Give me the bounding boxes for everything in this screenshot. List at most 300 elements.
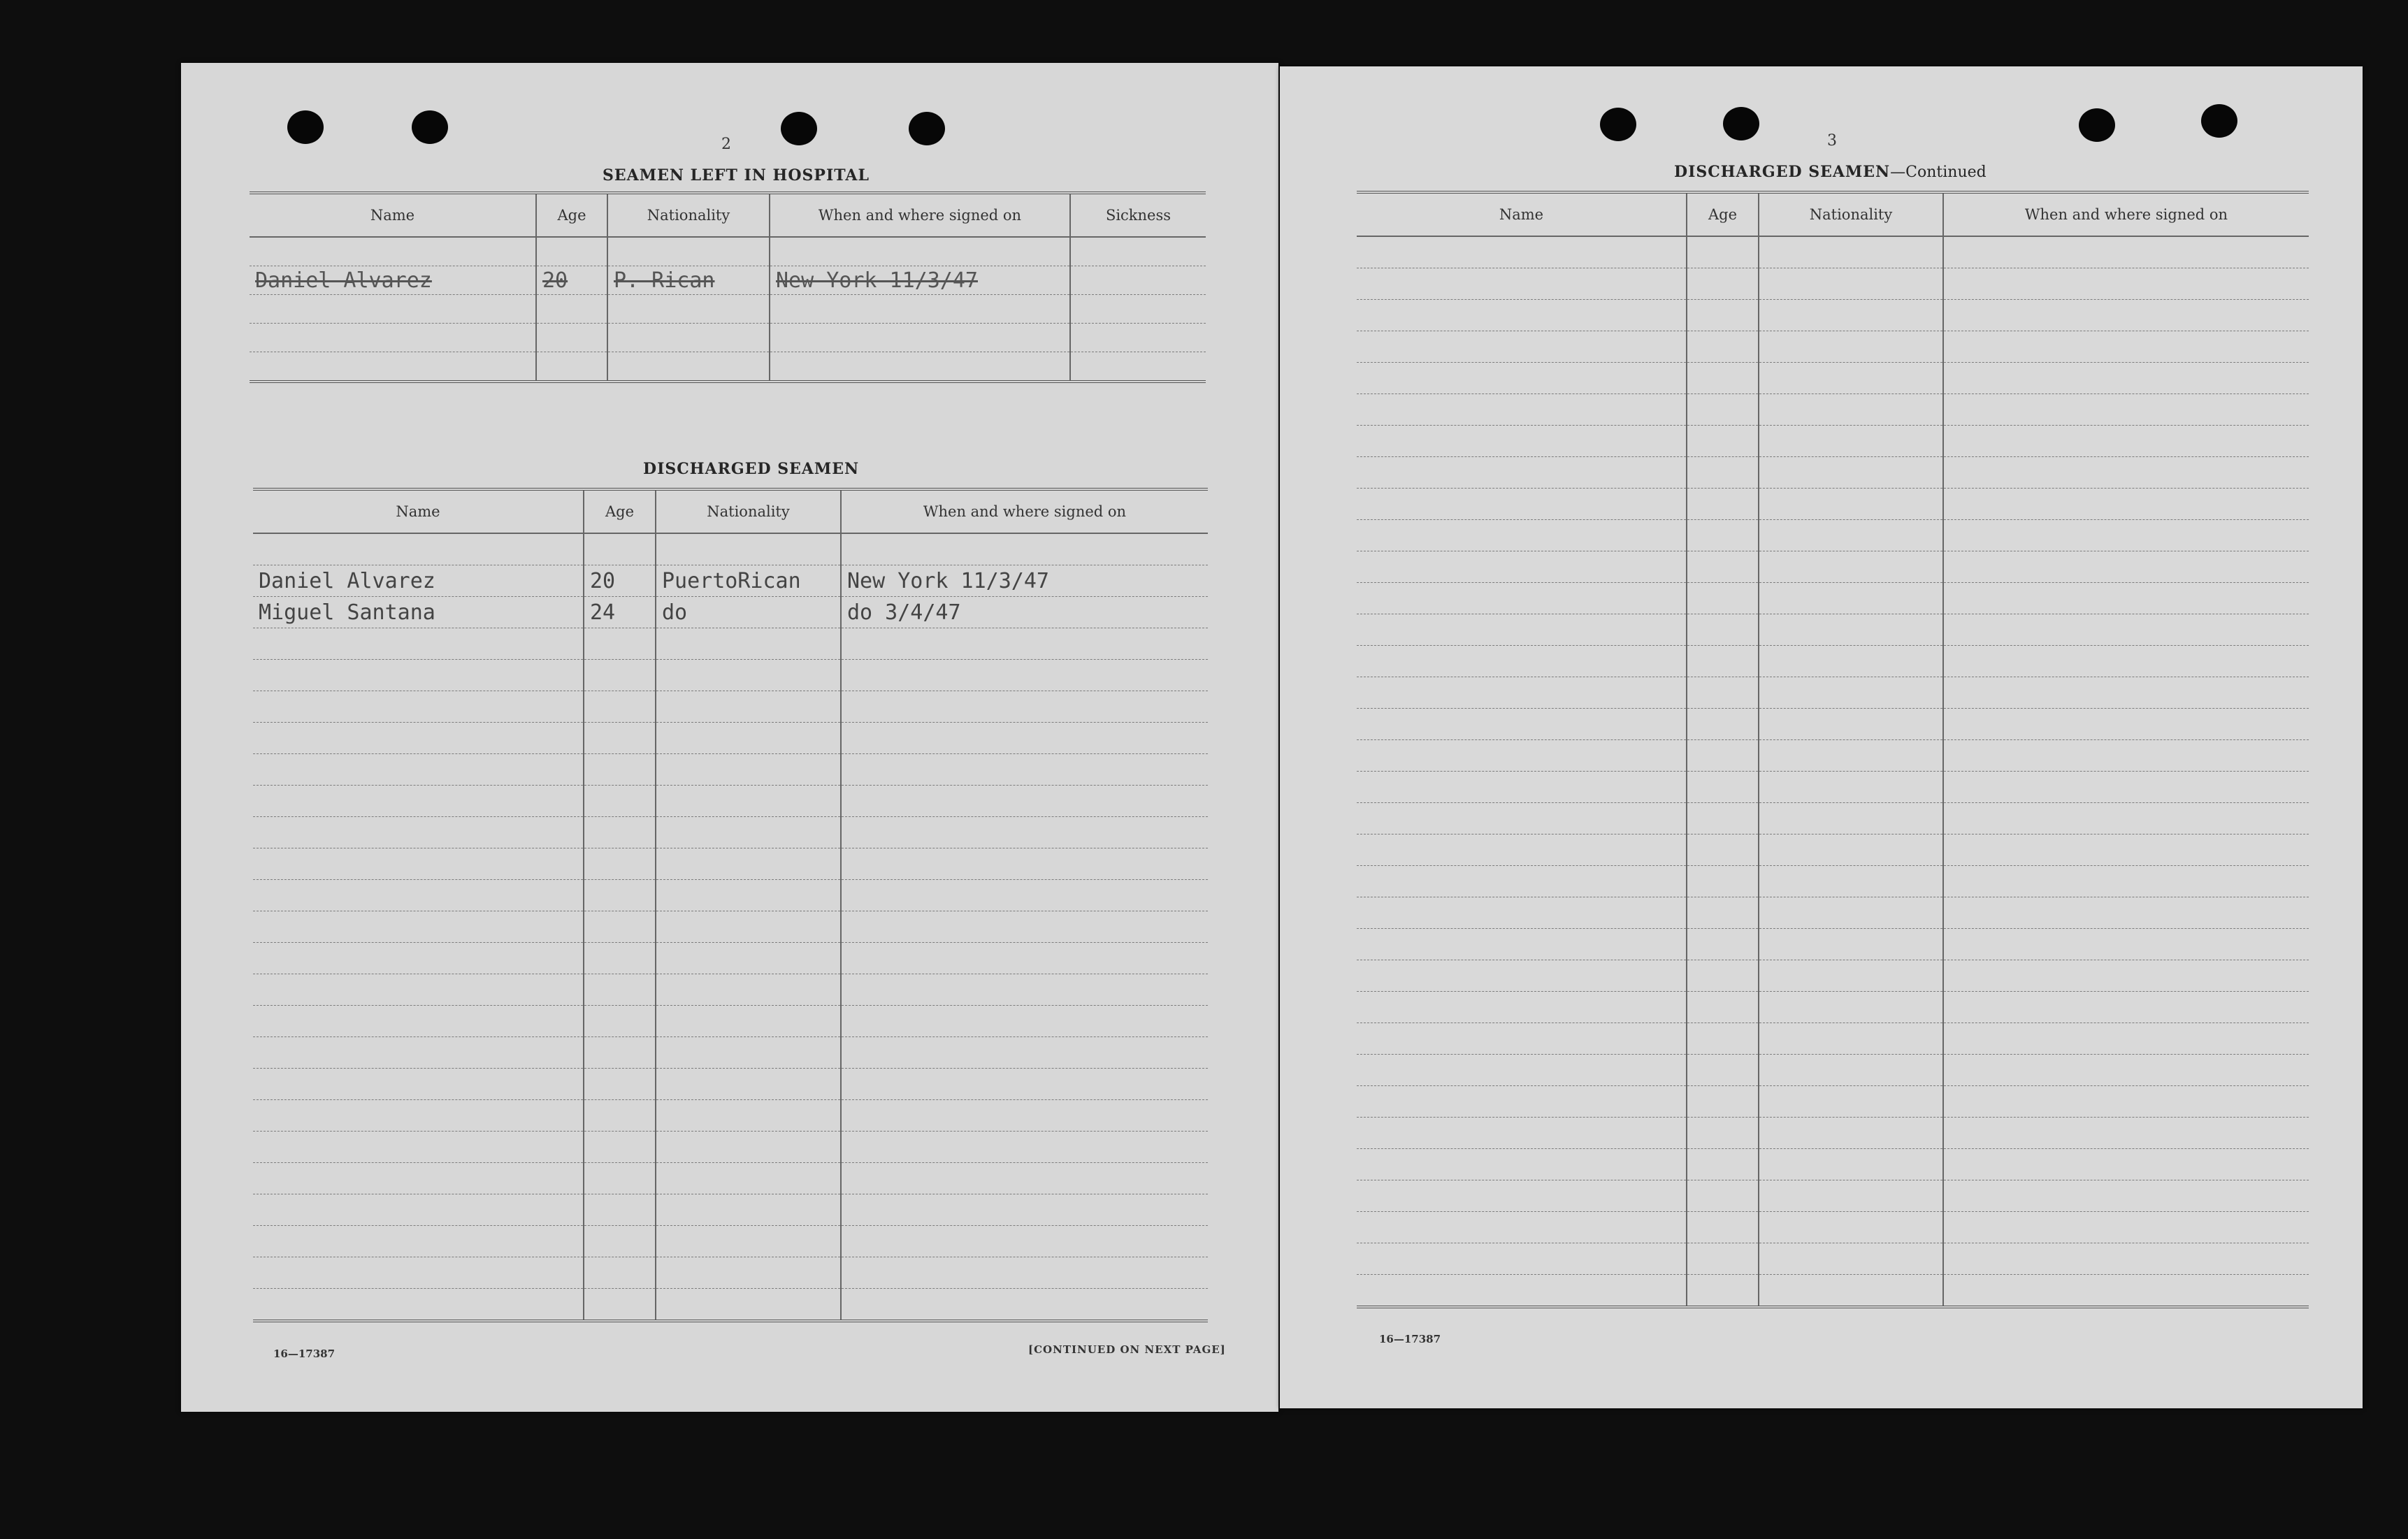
- table-row: [1357, 236, 2309, 268]
- table-cell: [841, 533, 1208, 565]
- table-cell: [253, 660, 584, 691]
- table-cell: [1687, 614, 1759, 646]
- section-title-text: DISCHARGED SEAMEN: [1674, 163, 1891, 181]
- table-cell: [253, 786, 584, 817]
- discharged-section-title: DISCHARGED SEAMEN: [643, 460, 860, 478]
- table-cell: [1759, 268, 1943, 300]
- table-cell: [1943, 614, 2309, 646]
- table-cell: [1687, 1180, 1759, 1212]
- table-cell: PuertoRican: [656, 565, 841, 597]
- table-cell: [656, 723, 841, 754]
- table-cell: [1687, 677, 1759, 709]
- table-row: [1357, 426, 2309, 457]
- table-cell: [584, 911, 656, 943]
- table-row: [253, 660, 1208, 691]
- table-row: [1357, 866, 2309, 897]
- table-cell: [1687, 331, 1759, 363]
- table-cell: [536, 295, 607, 324]
- table-cell: [1759, 646, 1943, 677]
- column-header: Age: [536, 193, 607, 237]
- table-cell: [1943, 834, 2309, 866]
- table-cell: [1357, 929, 1687, 960]
- table-cell: [1943, 1023, 2309, 1055]
- table-cell: [1759, 236, 1943, 268]
- table-row: [253, 1100, 1208, 1132]
- table-cell: [1943, 677, 2309, 709]
- table-cell: [1759, 897, 1943, 929]
- table-cell: [770, 324, 1070, 352]
- table-row: [250, 324, 1206, 352]
- table-cell: [656, 1132, 841, 1163]
- table-cell: [656, 660, 841, 691]
- table-cell: [1357, 394, 1687, 426]
- discharged-table: [253, 488, 1208, 1322]
- table-cell: [656, 943, 841, 974]
- table-cell: [656, 974, 841, 1006]
- table-cell: [1759, 363, 1943, 394]
- table-cell: [1943, 1275, 2309, 1308]
- table-cell: [1687, 1243, 1759, 1275]
- page-number: 3: [1827, 132, 1837, 150]
- table-cell: [1759, 331, 1943, 363]
- punch-hole: [781, 112, 817, 145]
- table-cell: [1759, 457, 1943, 489]
- table-row: [1357, 677, 2309, 709]
- table-cell: [253, 1069, 584, 1100]
- table-row: [1357, 1055, 2309, 1086]
- table-cell: [841, 1037, 1208, 1069]
- table-row: [250, 266, 1206, 295]
- table-row: [1357, 1212, 2309, 1243]
- table-row: [1357, 646, 2309, 677]
- column-header: Sickness: [1070, 193, 1206, 237]
- table-cell: [1759, 1055, 1943, 1086]
- table-row: [253, 1194, 1208, 1226]
- table-row: [1357, 960, 2309, 992]
- table-cell: [841, 1163, 1208, 1194]
- table-cell: [1687, 1275, 1759, 1308]
- table-row: [1357, 929, 2309, 960]
- table-row: [1357, 614, 2309, 646]
- table-cell: [1759, 834, 1943, 866]
- table-cell: [584, 1037, 656, 1069]
- table-cell: [1357, 1055, 1687, 1086]
- table-cell: [1687, 646, 1759, 677]
- table-cell: [1687, 772, 1759, 803]
- table-row: [1357, 803, 2309, 834]
- table-cell: [841, 1006, 1208, 1037]
- table-cell: [1943, 268, 2309, 300]
- table-cell: [841, 880, 1208, 911]
- table-cell: [841, 1069, 1208, 1100]
- table-cell: New York 11/3/47: [841, 565, 1208, 597]
- table-cell: [584, 943, 656, 974]
- table-cell: [1759, 1212, 1943, 1243]
- table-cell: P. Rican: [607, 266, 770, 295]
- table-cell: [1687, 929, 1759, 960]
- table-row: [1357, 363, 2309, 394]
- table-cell: [1943, 1243, 2309, 1275]
- table-cell: [841, 1226, 1208, 1257]
- table-cell: [1357, 740, 1687, 772]
- table-cell: do 3/4/47: [841, 597, 1208, 628]
- table-row: [1357, 1180, 2309, 1212]
- table-cell: [1357, 992, 1687, 1023]
- table-row: [253, 943, 1208, 974]
- table-cell: [1070, 295, 1206, 324]
- table-row: [1357, 1086, 2309, 1118]
- table-row: [250, 295, 1206, 324]
- table-cell: [1943, 489, 2309, 520]
- table-cell: [253, 533, 584, 565]
- table-cell: [584, 723, 656, 754]
- table-cell: [1357, 236, 1687, 268]
- table-cell: [1687, 1149, 1759, 1180]
- table-cell: [253, 1006, 584, 1037]
- section-title-suffix: —Continued: [1890, 164, 1987, 181]
- table-cell: [1943, 992, 2309, 1023]
- page-number: 2: [721, 136, 731, 153]
- table-cell: [656, 1037, 841, 1069]
- table-cell: [1357, 489, 1687, 520]
- table-cell: [584, 1100, 656, 1132]
- table-cell: [1759, 614, 1943, 646]
- column-header: When and where signed on: [1943, 192, 2309, 236]
- table-cell: [1759, 1243, 1943, 1275]
- punch-hole: [2201, 104, 2237, 138]
- table-cell: [1687, 992, 1759, 1023]
- table-cell: [253, 1194, 584, 1226]
- table-cell: [1759, 803, 1943, 834]
- right-page: [1280, 66, 2363, 1408]
- table-cell: [584, 1163, 656, 1194]
- table-cell: [1687, 709, 1759, 740]
- table-row: [1357, 834, 2309, 866]
- table-cell: [1943, 929, 2309, 960]
- table-cell: [536, 237, 607, 266]
- table-cell: [250, 324, 536, 352]
- column-header: Age: [584, 489, 656, 533]
- table-cell: [841, 943, 1208, 974]
- table-cell: [841, 1194, 1208, 1226]
- table-cell: [1687, 457, 1759, 489]
- table-cell: [1357, 897, 1687, 929]
- table-cell: [1687, 897, 1759, 929]
- table-cell: [656, 817, 841, 848]
- table-row: [253, 1006, 1208, 1037]
- table-row: [253, 1163, 1208, 1194]
- table-cell: [1687, 551, 1759, 583]
- table-cell: [1357, 1212, 1687, 1243]
- table-cell: [656, 628, 841, 660]
- table-row: [1357, 300, 2309, 331]
- table-row: [1357, 740, 2309, 772]
- table-row: [1357, 897, 2309, 929]
- table-cell: [841, 628, 1208, 660]
- punch-hole: [2079, 108, 2115, 142]
- table-row: [1357, 489, 2309, 520]
- table-cell: [1943, 1149, 2309, 1180]
- table-cell: [1943, 1086, 2309, 1118]
- column-header: Name: [250, 193, 536, 237]
- table-cell: [253, 754, 584, 786]
- table-cell: [1357, 363, 1687, 394]
- table-cell: [1943, 236, 2309, 268]
- table-cell: [253, 1257, 584, 1289]
- table-cell: [253, 1037, 584, 1069]
- table-cell: [1759, 1118, 1943, 1149]
- table-cell: [253, 974, 584, 1006]
- table-cell: [841, 1100, 1208, 1132]
- punch-hole: [1723, 107, 1759, 140]
- table-cell: [1687, 1023, 1759, 1055]
- table-cell: [1070, 352, 1206, 382]
- table-cell: [1687, 394, 1759, 426]
- table-cell: [1759, 1149, 1943, 1180]
- table-cell: [253, 628, 584, 660]
- table-cell: [1943, 583, 2309, 614]
- table-cell: [1759, 520, 1943, 551]
- table-cell: [1759, 394, 1943, 426]
- table-cell: [841, 974, 1208, 1006]
- table-cell: [1357, 457, 1687, 489]
- table-cell: [253, 880, 584, 911]
- table-cell: [1357, 614, 1687, 646]
- table-cell: [1943, 1212, 2309, 1243]
- table-cell: [253, 1289, 584, 1322]
- table-cell: [1759, 709, 1943, 740]
- table-row: [253, 974, 1208, 1006]
- table-row: [253, 533, 1208, 565]
- table-cell: [841, 660, 1208, 691]
- table-cell: [1687, 1055, 1759, 1086]
- table-cell: [1070, 324, 1206, 352]
- punch-hole: [1600, 108, 1636, 141]
- table-row: [1357, 1243, 2309, 1275]
- table-cell: [1357, 1118, 1687, 1149]
- table-cell: [1943, 520, 2309, 551]
- hospital-table: [250, 192, 1206, 383]
- table-cell: [1759, 772, 1943, 803]
- table-cell: [253, 1100, 584, 1132]
- table-cell: [584, 786, 656, 817]
- table-cell: [841, 817, 1208, 848]
- table-cell: [1357, 583, 1687, 614]
- table-cell: [656, 848, 841, 880]
- table-cell: [1943, 803, 2309, 834]
- table-cell: [1687, 489, 1759, 520]
- table-cell: [536, 352, 607, 382]
- table-cell: [1759, 583, 1943, 614]
- table-cell: [841, 911, 1208, 943]
- table-cell: [1357, 772, 1687, 803]
- table-cell: [584, 880, 656, 911]
- table-cell: [1357, 300, 1687, 331]
- table-row: [253, 1289, 1208, 1322]
- table-cell: [253, 1226, 584, 1257]
- table-row: [1357, 1118, 2309, 1149]
- table-cell: [1759, 551, 1943, 583]
- column-header: Name: [1357, 192, 1687, 236]
- table-row: [253, 754, 1208, 786]
- table-cell: do: [656, 597, 841, 628]
- punch-hole: [909, 112, 945, 145]
- table-cell: [1759, 992, 1943, 1023]
- form-code: 16—17387: [1379, 1333, 1441, 1345]
- table-cell: [1943, 709, 2309, 740]
- table-cell: [841, 1132, 1208, 1163]
- table-cell: [656, 533, 841, 565]
- table-cell: [1687, 300, 1759, 331]
- table-cell: [1687, 834, 1759, 866]
- table-cell: [1759, 929, 1943, 960]
- table-cell: [1759, 1086, 1943, 1118]
- table-cell: [253, 1132, 584, 1163]
- table-cell: [656, 1006, 841, 1037]
- table-cell: [841, 723, 1208, 754]
- table-cell: [253, 943, 584, 974]
- table-cell: [1357, 1180, 1687, 1212]
- table-cell: [584, 1226, 656, 1257]
- table-cell: [607, 237, 770, 266]
- table-cell: Daniel Alvarez: [250, 266, 536, 295]
- table-cell: [1357, 960, 1687, 992]
- column-header: Age: [1687, 192, 1759, 236]
- table-cell: [1357, 1149, 1687, 1180]
- table-cell: [656, 691, 841, 723]
- table-cell: [770, 352, 1070, 382]
- table-cell: [584, 1069, 656, 1100]
- table-cell: [1357, 1023, 1687, 1055]
- form-code: 16—17387: [273, 1347, 336, 1360]
- table-cell: [841, 786, 1208, 817]
- table-cell: [656, 880, 841, 911]
- table-cell: [656, 1194, 841, 1226]
- table-cell: 20: [536, 266, 607, 295]
- table-cell: 24: [584, 597, 656, 628]
- table-cell: [1759, 489, 1943, 520]
- table-cell: [1759, 866, 1943, 897]
- table-cell: [1357, 1243, 1687, 1275]
- table-cell: [1943, 394, 2309, 426]
- table-cell: [1943, 457, 2309, 489]
- table-cell: [1687, 268, 1759, 300]
- table-cell: [253, 911, 584, 943]
- table-cell: [841, 691, 1208, 723]
- table-row: [250, 352, 1206, 382]
- table-cell: [1687, 740, 1759, 772]
- table-row: [253, 1069, 1208, 1100]
- column-header: Name: [253, 489, 584, 533]
- table-cell: [584, 533, 656, 565]
- table-row: [1357, 583, 2309, 614]
- table-cell: [1357, 709, 1687, 740]
- table-row: [250, 237, 1206, 266]
- table-cell: [1687, 583, 1759, 614]
- table-cell: [656, 1257, 841, 1289]
- table-cell: [584, 660, 656, 691]
- table-cell: [1943, 363, 2309, 394]
- table-row: [253, 565, 1208, 597]
- continued-section-title: [1674, 163, 1987, 181]
- table-cell: [1687, 803, 1759, 834]
- table-cell: [1759, 677, 1943, 709]
- table-row: [1357, 394, 2309, 426]
- table-cell: [1759, 1180, 1943, 1212]
- table-cell: [1759, 740, 1943, 772]
- column-header: Nationality: [1759, 192, 1943, 236]
- table-cell: [1357, 677, 1687, 709]
- table-cell: [584, 1289, 656, 1322]
- table-cell: [1943, 551, 2309, 583]
- continued-note: [CONTINUED ON NEXT PAGE]: [1028, 1343, 1226, 1356]
- punch-hole: [412, 110, 448, 144]
- table-cell: [770, 295, 1070, 324]
- table-cell: [841, 1257, 1208, 1289]
- left-page: [181, 63, 1278, 1412]
- table-cell: [1687, 363, 1759, 394]
- table-cell: [1759, 300, 1943, 331]
- table-cell: [1943, 1180, 2309, 1212]
- table-cell: [1943, 740, 2309, 772]
- table-cell: [584, 974, 656, 1006]
- table-row: [253, 597, 1208, 628]
- table-cell: [1943, 646, 2309, 677]
- table-row: [1357, 331, 2309, 363]
- table-row: [1357, 1149, 2309, 1180]
- table-cell: [584, 628, 656, 660]
- table-row: [1357, 551, 2309, 583]
- table-cell: [607, 295, 770, 324]
- table-row: [253, 817, 1208, 848]
- table-cell: [1943, 897, 2309, 929]
- table-row: [1357, 520, 2309, 551]
- table-row: [1357, 1023, 2309, 1055]
- column-header: When and where signed on: [841, 489, 1208, 533]
- table-cell: [1943, 1118, 2309, 1149]
- table-cell: [656, 1226, 841, 1257]
- table-cell: [584, 848, 656, 880]
- table-row: [1357, 268, 2309, 300]
- column-header: Nationality: [656, 489, 841, 533]
- table-cell: [1759, 426, 1943, 457]
- table-cell: [1357, 1086, 1687, 1118]
- table-row: [253, 1132, 1208, 1163]
- table-cell: [1070, 237, 1206, 266]
- table-cell: [253, 817, 584, 848]
- table-cell: [656, 1100, 841, 1132]
- table-cell: [1687, 520, 1759, 551]
- table-cell: 20: [584, 565, 656, 597]
- table-cell: [253, 691, 584, 723]
- continued-table: [1357, 191, 2309, 1308]
- table-row: [253, 911, 1208, 943]
- table-cell: [841, 754, 1208, 786]
- table-cell: [536, 324, 607, 352]
- table-cell: [584, 1194, 656, 1226]
- table-cell: [250, 352, 536, 382]
- table-cell: [1759, 1275, 1943, 1308]
- table-row: [253, 1257, 1208, 1289]
- table-row: [1357, 1275, 2309, 1308]
- table-cell: [253, 848, 584, 880]
- table-cell: [770, 237, 1070, 266]
- table-cell: [584, 1257, 656, 1289]
- hospital-section-title: SEAMEN LEFT IN HOSPITAL: [603, 166, 870, 185]
- table-cell: [1357, 646, 1687, 677]
- table-row: [253, 1037, 1208, 1069]
- table-cell: Daniel Alvarez: [253, 565, 584, 597]
